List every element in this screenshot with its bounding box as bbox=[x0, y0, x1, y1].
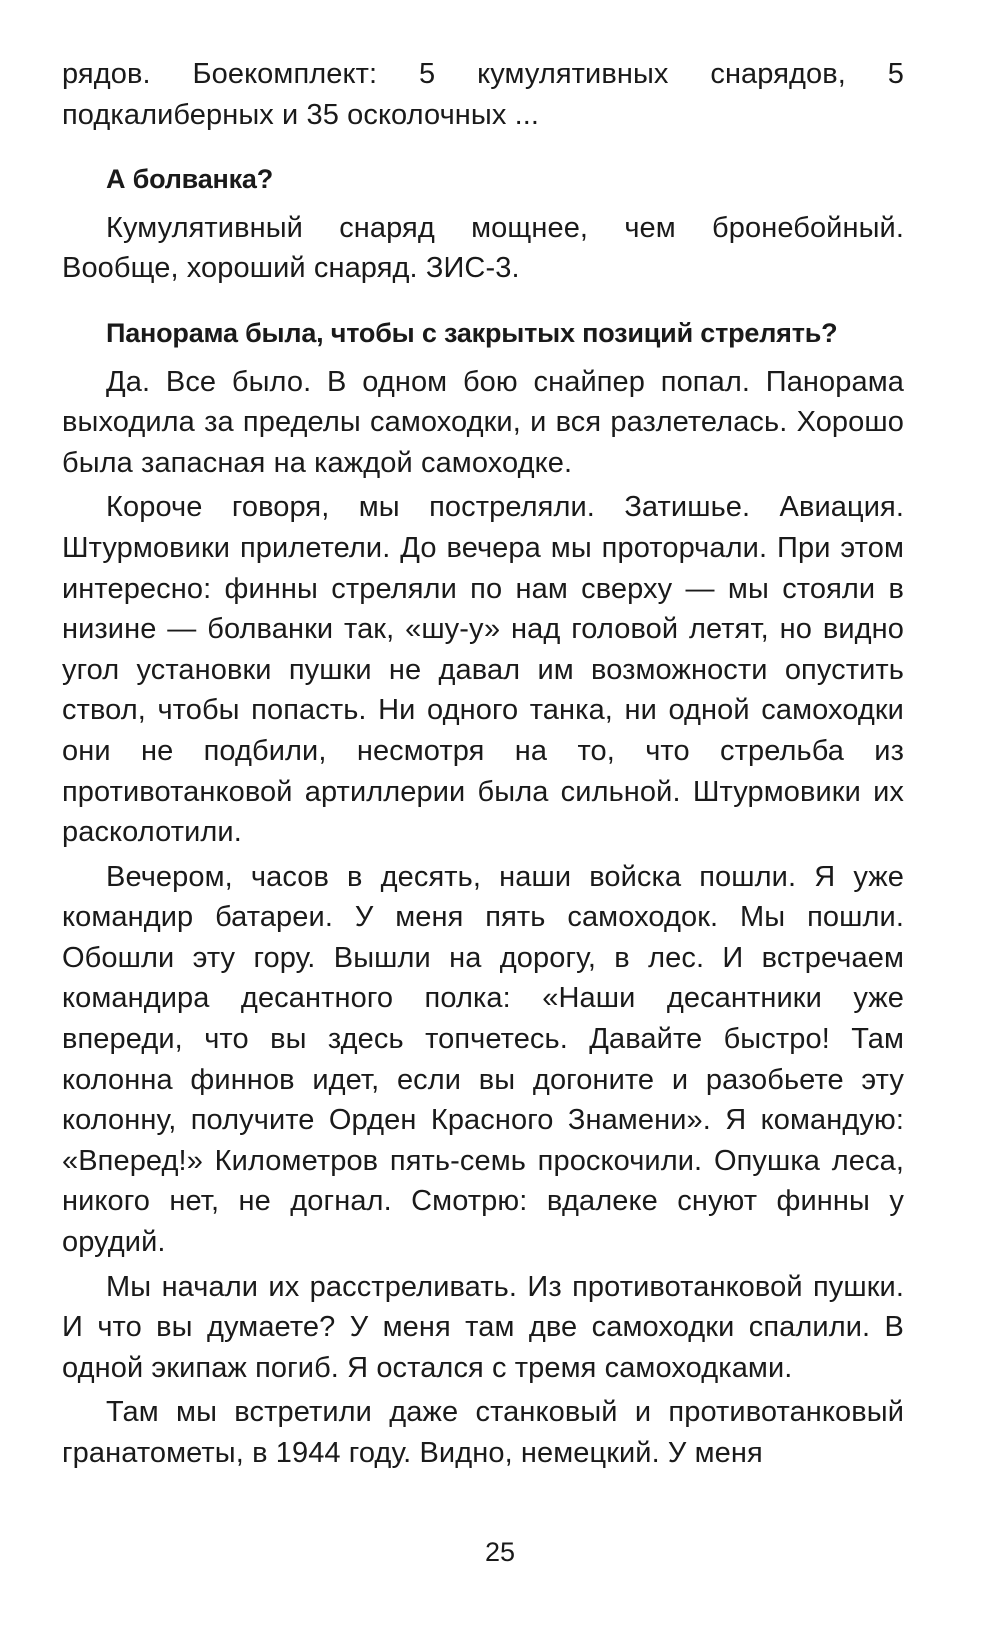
answer-paragraph: Мы начали их расстреливать. Из противотанковой пушки. И что вы думаете? У меня там две самоходки спалили. В одной экипаж погиб. Я остался с тремя самоходками. bbox=[62, 1270, 904, 1384]
answer-paragraph: Короче говоря, мы постреляли. Затишье. Авиация. Штурмовики прилетели. До вечера мы проторчали. При этом интересно: финны стреляли по нам сверху — мы стояли в низине — болванки так, «шу-у» над головой летят, но видно угол установки пушки не давал им возможности опустить ствол, чтобы попасть. Ни одного танка, ни одной самоходки они не подбили, несмотря на то, что стрельба из противотанковой артиллерии была сильной. Штурмовики их расколотили. bbox=[62, 491, 904, 849]
page-number: 25 bbox=[484, 1537, 516, 1567]
answer-paragraph: Да. Все было. В одном бою снайпер попал. Панорама выходила за пределы самоходки, и вся разлетелась. Хорошо была запасная на каждой самоходке. bbox=[62, 365, 904, 479]
interview-question: А болванка? bbox=[106, 164, 274, 195]
answer-paragraph: Кумулятивный снаряд мощнее, чем бронебойный. Вообще, хороший снаряд. ЗИС-3. bbox=[62, 211, 904, 285]
answer-paragraph: Там мы встретили даже станковый и противотанковый гранатометы, в 1944 году. Видно, немецкий. У меня bbox=[62, 1396, 904, 1469]
interview-question: Панорама была, чтобы с закрытых позиций стрелять? bbox=[106, 317, 838, 348]
answer-paragraph: Вечером, часов в десять, наши войска пошли. Я уже командир батареи. У меня пять самоходок. Мы пошли. Обошли эту гору. Вышли на дорогу, в лес. И встречаем командира десантного полка: «Наши десантники уже впереди, что вы здесь топчетесь. Давайте быстро! Там колонна финнов идет, если вы догоните и разобьете эту колонну, получите Орден Красного Знамени». Я командую: «Вперед!» Километров пять-семь проскочили. Опушка леса, никого нет, не догнал. Смотрю: вдалеке снуют финны у орудий. bbox=[62, 860, 904, 1259]
paragraph-continuation: рядов. Боекомплект: 5 кумулятивных снарядов, 5 подкалиберных и 35 осколочных ... bbox=[62, 58, 904, 131]
page-body bbox=[62, 54, 904, 1474]
